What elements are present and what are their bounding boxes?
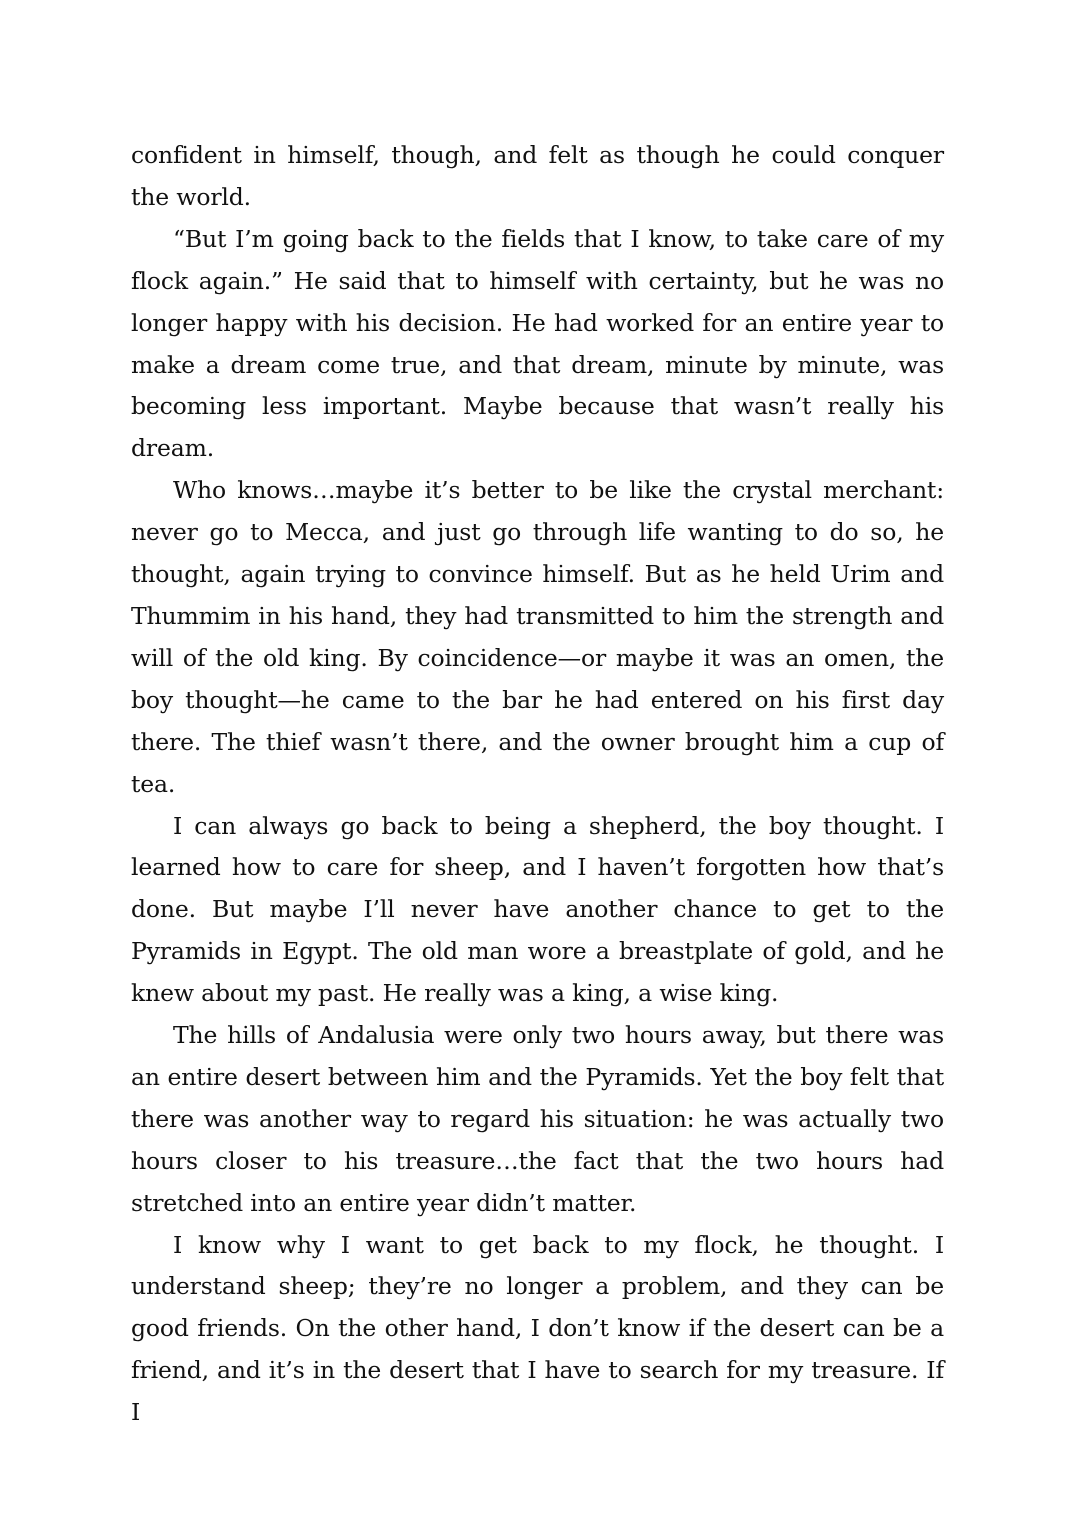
paragraph-5: The hills of Andalusia were only two hours away, but there was an entire desert between him and the Pyramids. Yet the boy felt that there was another way to regard his situation: he was actually two hours closer to his treasure…the fact that the two hours had stretched into an entire year didn’t matter. [131,1021,944,1217]
paragraph-3: Who knows…maybe it’s better to be like the crystal merchant: never go to Mecca, and just go through life wanting to do so, he thought, again trying to convince himself. But as he held Urim and Thummim in his hand, they had transmitted to him the strength and will of the old king. By coincidence—or maybe it was an omen, the boy thought—he came to the bar he had entered on his first day there. The thief wasn’t there, and the owner brought him a cup of tea. [131,476,944,798]
page-body [131,135,944,1434]
paragraph-1: confident in himself, though, and felt as though he could conquer the world. [131,141,944,211]
paragraph-2: “But I’m going back to the fields that I know, to take care of my flock again.” He said that to himself with certainty, but he was no longer happy with his decision. He had worked for an entire year to make a dream come true, and that dream, minute by minute, was becoming less important. Maybe because that wasn’t really his dream. [131,224,944,463]
paragraph-4: I can always go back to being a shepherd, the boy thought. I learned how to care for sheep, and I haven’t forgotten how that’s done. But maybe I’ll never have another chance to get to the Pyramids in Egypt. The old man wore a breastplate of gold, and he knew about my past. He really was a king, a wise king. [131,811,944,1008]
paragraph-6: I know why I want to get back to my flock, he thought. I understand sheep; they’re no longer a problem, and they can be good friends. On the other hand, I don’t know if the desert can be a friend, and it’s in the desert that I have to search for my treasure. If I [131,1230,944,1427]
